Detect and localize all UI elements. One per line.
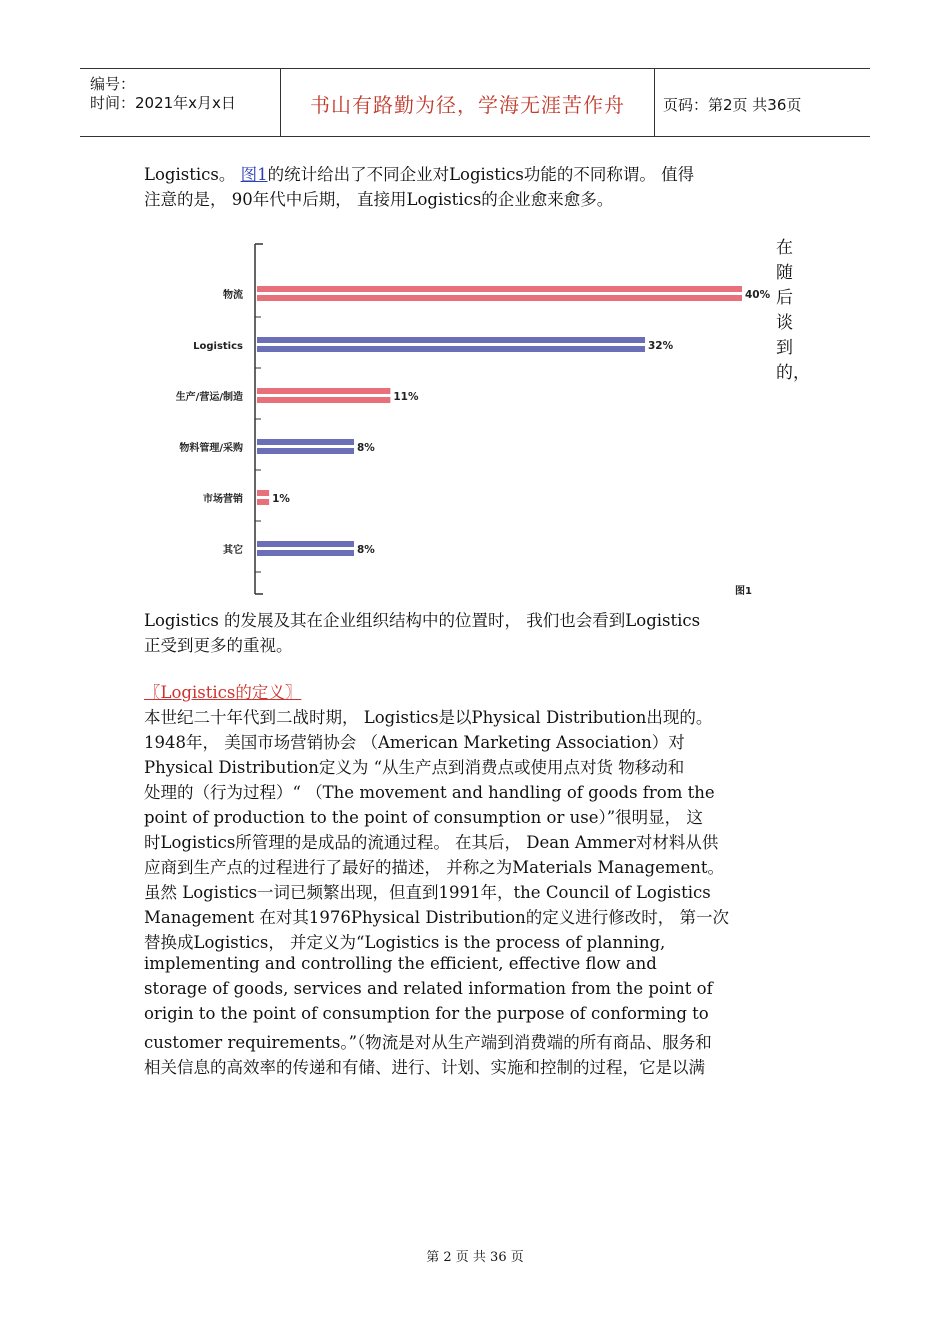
side-char: 后 <box>776 288 793 308</box>
chart-category-label: 物料管理/采购 <box>179 443 243 454</box>
chart-bar <box>257 346 645 352</box>
chart-category-label: 市场营销 <box>203 494 243 505</box>
chart-value-label: 40% <box>745 289 770 301</box>
page-info: 页码：第2页 共36页 <box>663 96 802 114</box>
chart-value-label: 32% <box>648 340 674 352</box>
chart-bar <box>257 286 742 292</box>
side-char: 谈 <box>776 313 793 333</box>
side-char: 随 <box>776 263 793 283</box>
intro-line-1 <box>144 161 694 185</box>
chart-category-label: 生产/营运/制造 <box>175 392 243 403</box>
intro-text-a: Logistics。 <box>144 165 241 184</box>
section-line: customer requirements。”（物流是对从生产端到消费端的所有商品、服务和 <box>144 1033 712 1052</box>
chart-bar <box>257 397 390 403</box>
page-header <box>80 68 870 137</box>
section-line: 相关信息的高效率的传递和有储、进行、计划、实施和控制的过程，它是以满 <box>144 1058 705 1077</box>
figure-1-chart <box>150 232 770 604</box>
section-line: 时Logistics所管理的是成品的流通过程。 在其后， Dean Ammer对材料从供 <box>144 833 719 852</box>
chart-bar <box>257 490 269 496</box>
chart-bar <box>257 550 354 556</box>
section-line: Management 在对其1976Physical Distribution的定义进行修改时， 第一次 <box>144 908 729 927</box>
chart-caption: 图1 <box>735 586 752 597</box>
chart-bar <box>257 439 354 445</box>
chart-bar <box>257 295 742 301</box>
page-footer: 第 2 页 共 36 页 <box>426 1250 524 1265</box>
chart-value-label: 8% <box>357 442 375 454</box>
intro-text-b: 的统计给出了不同企业对Logistics功能的不同称谓。 值得 <box>267 165 695 184</box>
number-label: 编号： <box>90 75 136 93</box>
section-heading[interactable]: 〖Logistics的定义〗 <box>144 683 302 702</box>
motto: 书山有路勤为径，学海无涯苦作舟 <box>310 93 625 117</box>
section-line: storage of goods, services and related information from the point of <box>144 979 713 998</box>
chart-category-label: 物流 <box>223 290 243 301</box>
chart-bar <box>257 448 354 454</box>
chart-bar <box>257 337 645 343</box>
intro-line-2: 注意的是， 90年代中后期， 直接用Logistics的企业愈来愈多。 <box>144 190 614 209</box>
chart-category-label: Logistics <box>193 341 243 352</box>
section-line: origin to the point of consumption for the purpose of conforming to <box>144 1004 709 1023</box>
side-char: 的， <box>776 363 810 383</box>
section-line: 1948年， 美国市场营销协会 （American Marketing Association）对 <box>144 733 685 752</box>
figure-link[interactable]: 图1 <box>240 165 268 184</box>
chart-value-label: 11% <box>393 391 419 403</box>
after-chart-line-2: 正受到更多的重视。 <box>144 636 293 655</box>
header-meta-cell <box>80 69 281 136</box>
side-char: 到 <box>776 338 793 358</box>
chart-category-label: 其它 <box>223 545 243 556</box>
header-motto-cell <box>281 69 655 136</box>
section-line: 应商到生产点的过程进行了最好的描述， 并称之为Materials Management。 <box>144 858 725 877</box>
time-label: 时间：2021年x月x日 <box>90 94 236 112</box>
side-char: 在 <box>776 238 793 258</box>
section-line: 虽然 Logistics一词已频繁出现，但直到1991年，the Council of Logistics <box>144 883 711 902</box>
chart-bar <box>257 499 269 505</box>
chart-svg <box>150 232 770 604</box>
header-page-cell <box>655 69 870 136</box>
section-line: point of production to the point of consumption or use）”很明显， 这 <box>144 808 703 827</box>
section-line: 处理的（行为过程）“ （The movement and handling of goods from the <box>144 783 715 802</box>
chart-bar <box>257 541 354 547</box>
section-line: 本世纪二十年代到二战时期， Logistics是以Physical Distribution出现的。 <box>144 708 713 727</box>
chart-value-label: 8% <box>357 544 375 556</box>
section-line: implementing and controlling the efficient, effective flow and <box>144 954 657 973</box>
chart-value-label: 1% <box>272 493 290 505</box>
after-chart-line-1: Logistics 的发展及其在企业组织结构中的位置时， 我们也会看到Logistics <box>144 611 701 630</box>
section-line: Physical Distribution定义为 “从生产点到消费点或使用点对货 物移动和 <box>144 758 685 777</box>
chart-bar <box>257 388 390 394</box>
section-line: 替换成Logistics， 并定义为“Logistics is the process of planning, <box>144 933 666 952</box>
